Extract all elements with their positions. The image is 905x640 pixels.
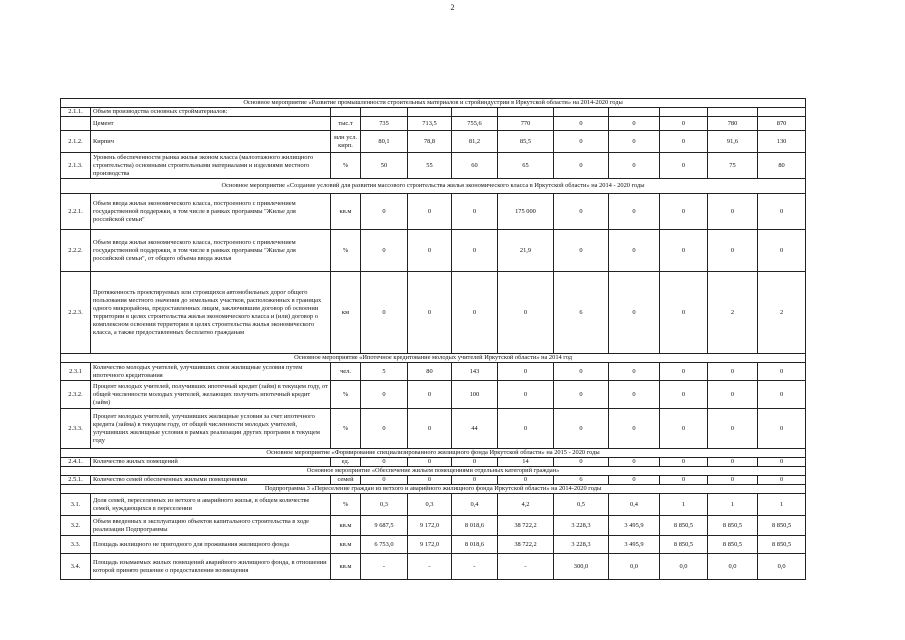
value-cell: -	[408, 554, 452, 580]
value-cell: 143	[452, 363, 498, 381]
table-row	[61, 494, 806, 516]
value-cell: 0	[758, 363, 806, 381]
row-number: 3.1.	[61, 494, 91, 516]
value-cell: 91,6	[708, 131, 758, 153]
value-cell: 44	[452, 409, 498, 449]
row-number: 2.5.1.	[61, 476, 91, 485]
value-cell: 0	[554, 409, 609, 449]
indicator-name: Объем ввода жилья экономического класса, построенного с привлечением государственной поддержки, в том числе в рамках программы "Жилье для российской семьи"	[91, 194, 331, 230]
value-cell: 3 495,9	[609, 536, 660, 554]
table-row	[61, 363, 806, 381]
value-cell: 0	[758, 230, 806, 272]
value-cell: 0	[708, 230, 758, 272]
unit-cell: семей	[331, 476, 361, 485]
table-row	[61, 131, 806, 153]
value-cell: 770	[498, 117, 554, 131]
value-cell: 0	[758, 476, 806, 485]
value-cell: 0	[609, 381, 660, 409]
indicator-name: Количество семей обеспеченных жилыми помещениями	[91, 476, 331, 485]
value-cell: 9 172,0	[408, 536, 452, 554]
value-cell: 0	[660, 476, 708, 485]
value-cell: 0,0	[708, 554, 758, 580]
section-title: Основное мероприятие «Ипотечное кредитование молодых учителей Иркутской области» на 2014 год	[61, 354, 806, 363]
value-cell: 0	[452, 194, 498, 230]
value-cell: 65	[498, 153, 554, 179]
value-cell: 0	[609, 153, 660, 179]
value-cell: 0	[708, 194, 758, 230]
value-cell: 0	[361, 381, 408, 409]
value-cell: 1	[758, 494, 806, 516]
value-cell: 3 228,3	[554, 536, 609, 554]
value-cell: 6	[554, 272, 609, 354]
value-cell: -	[361, 554, 408, 580]
value-cell: 9 687,5	[361, 516, 408, 536]
row-number: 2.3.1	[61, 363, 91, 381]
value-cell: 0	[708, 476, 758, 485]
value-cell: 0	[660, 131, 708, 153]
value-cell: 8 850,5	[708, 516, 758, 536]
value-cell	[452, 108, 498, 117]
row-number: 2.1.1.	[61, 108, 91, 117]
unit-cell: %	[331, 230, 361, 272]
indicator-name: Цемент	[91, 117, 331, 131]
table-row	[61, 516, 806, 536]
value-cell: 81,2	[452, 131, 498, 153]
value-cell	[660, 108, 708, 117]
value-cell: 85,5	[498, 131, 554, 153]
row-number: 3.3.	[61, 536, 91, 554]
indicator-name: Процент молодых учителей, улучшивших жилищные условия за счет ипотечного кредита (займа) в текущем году, от общей численности молодых учителей, улучшивших жилищные условия в рамках реализации других программ в текущем году	[91, 409, 331, 449]
row-number: 2.2.2.	[61, 230, 91, 272]
value-cell: 0	[609, 476, 660, 485]
value-cell: 0	[758, 458, 806, 467]
unit-cell: %	[331, 409, 361, 449]
value-cell: 0	[498, 363, 554, 381]
unit-cell: %	[331, 494, 361, 516]
row-number: 3.2.	[61, 516, 91, 536]
value-cell: 2	[758, 272, 806, 354]
row-number: 3.4.	[61, 554, 91, 580]
value-cell: 38 722,2	[498, 516, 554, 536]
row-number: 2.2.1.	[61, 194, 91, 230]
value-cell	[609, 108, 660, 117]
page-number: 2	[450, 3, 455, 12]
value-cell: 8 850,5	[758, 516, 806, 536]
table-row	[61, 381, 806, 409]
unit-cell: кв.м	[331, 194, 361, 230]
unit-cell: млн усл. кирп.	[331, 131, 361, 153]
section-title: Основное мероприятие «Обеспечение жильем помещениями отдельных категорий граждан»	[61, 467, 806, 476]
value-cell: 55	[408, 153, 452, 179]
value-cell: 1	[708, 494, 758, 516]
row-number: 2.3.3.	[61, 409, 91, 449]
indicator-name: Объем производства основных стройматериалов:	[91, 108, 331, 117]
table-row	[61, 458, 806, 467]
value-cell: 0	[758, 194, 806, 230]
value-cell: 0	[361, 194, 408, 230]
value-cell: -	[498, 554, 554, 580]
value-cell: 0	[408, 476, 452, 485]
value-cell: 0	[708, 458, 758, 467]
value-cell: 0	[361, 458, 408, 467]
value-cell: 0	[660, 194, 708, 230]
value-cell: 0	[452, 230, 498, 272]
value-cell: 78,8	[408, 131, 452, 153]
value-cell	[758, 108, 806, 117]
indicator-name: Доля семей, переселенных из ветхого и аварийного жилья, в общем количестве семей, нуждающихся в переселении	[91, 494, 331, 516]
indicator-name: Уровень обеспеченности рынка жилья эконом класса (малоэтажного жилищного строительства) основными строительными материалами и изделиями местного производства	[91, 153, 331, 179]
value-cell: 0,0	[758, 554, 806, 580]
value-cell: 5	[361, 363, 408, 381]
indicator-name: Процент молодых учителей, получивших ипотечный кредит (займ) в текущем году, от общей численности молодых учителей, желающих получить ипотечный кредит (займ)	[91, 381, 331, 409]
indicator-name: Протяженность проектируемых или строящихся автомобильных дорог общего пользования местного значения до земельных участков, расположенных в границах одного микрорайона, предоставленных лицам, заключившим договор об освоении территории в целях строительства жилья экономического класса и (или) договор о комплексном освоении территории в целях строительства жилья экономического класса, а также предоставленных бесплатно гражданам	[91, 272, 331, 354]
value-cell: 0	[609, 272, 660, 354]
indicator-name: Объем введенных в эксплуатацию объектов капитального строительства в ходе реализации Подпрограммы	[91, 516, 331, 536]
value-cell: 0	[609, 409, 660, 449]
value-cell: 0	[708, 381, 758, 409]
value-cell: 8 850,5	[660, 536, 708, 554]
value-cell: 8 850,5	[660, 516, 708, 536]
value-cell	[554, 108, 609, 117]
value-cell: 0	[609, 458, 660, 467]
section-header-row	[61, 467, 806, 476]
value-cell: 755,6	[452, 117, 498, 131]
indicator-name: Площадь жилищного не пригодного для проживания жилищного фонда	[91, 536, 331, 554]
value-cell: 0	[408, 194, 452, 230]
value-cell: 0,0	[609, 554, 660, 580]
value-cell: 0	[498, 409, 554, 449]
value-cell: 0	[660, 363, 708, 381]
value-cell: 0	[758, 409, 806, 449]
value-cell: 0	[452, 476, 498, 485]
table-row	[61, 536, 806, 554]
value-cell: 50	[361, 153, 408, 179]
indicator-name: Площадь изымаемых жилых помещений аварийного жилищного фонда, в отношении которой принято решение о предоставлении возмещения	[91, 554, 331, 580]
value-cell: 0	[452, 458, 498, 467]
indicator-name: Количество жилых помещений	[91, 458, 331, 467]
value-cell: 0	[554, 131, 609, 153]
row-number: 2.1.3.	[61, 153, 91, 179]
value-cell: 3 228,3	[554, 516, 609, 536]
value-cell: 0	[660, 272, 708, 354]
section-header-row	[61, 179, 806, 194]
value-cell: 0	[660, 117, 708, 131]
table-row	[61, 194, 806, 230]
value-cell: 38 722,2	[498, 536, 554, 554]
value-cell: 0	[408, 409, 452, 449]
section-header-row	[61, 354, 806, 363]
value-cell: 0,4	[452, 494, 498, 516]
section-header-row	[61, 99, 806, 108]
section-header-row	[61, 485, 806, 494]
value-cell: 300,0	[554, 554, 609, 580]
value-cell: 0	[361, 476, 408, 485]
value-cell: 0	[554, 458, 609, 467]
table-row	[61, 153, 806, 179]
unit-cell: чел.	[331, 363, 361, 381]
value-cell: 0	[408, 230, 452, 272]
value-cell: 1	[660, 494, 708, 516]
row-number: 2.4.1.	[61, 458, 91, 467]
value-cell: 0,3	[408, 494, 452, 516]
value-cell: 80,1	[361, 131, 408, 153]
table-row	[61, 108, 806, 117]
value-cell: 0	[609, 363, 660, 381]
unit-cell: ед.	[331, 458, 361, 467]
unit-cell: %	[331, 153, 361, 179]
value-cell: 0	[660, 458, 708, 467]
value-cell: 8 850,5	[758, 536, 806, 554]
value-cell: 14	[498, 458, 554, 467]
value-cell: 0	[609, 131, 660, 153]
indicator-name: Объем ввода жилья экономического класса, построенного с привлечением государственной поддержки, в том числе в рамках программы "Жилье для российской семьи", от общего объема ввода жилья	[91, 230, 331, 272]
value-cell: 0	[554, 153, 609, 179]
table-row	[61, 272, 806, 354]
value-cell: 8 018,6	[452, 536, 498, 554]
value-cell: 0	[554, 230, 609, 272]
value-cell: 0	[361, 272, 408, 354]
indicators-table	[60, 98, 806, 580]
value-cell: 0	[361, 230, 408, 272]
unit-cell: %	[331, 381, 361, 409]
value-cell: 8 018,6	[452, 516, 498, 536]
value-cell: 0,3	[361, 494, 408, 516]
row-number: 2.2.3.	[61, 272, 91, 354]
value-cell: 21,9	[498, 230, 554, 272]
value-cell: 0	[452, 272, 498, 354]
value-cell: 80	[758, 153, 806, 179]
value-cell: 780	[708, 117, 758, 131]
table-row	[61, 476, 806, 485]
value-cell: 0	[609, 194, 660, 230]
value-cell: 100	[452, 381, 498, 409]
value-cell: 0	[361, 409, 408, 449]
value-cell: 0,5	[554, 494, 609, 516]
value-cell: 3 495,9	[609, 516, 660, 536]
value-cell: 0	[660, 153, 708, 179]
value-cell: 80	[408, 363, 452, 381]
value-cell: 0	[708, 363, 758, 381]
value-cell: 75	[708, 153, 758, 179]
table-row	[61, 409, 806, 449]
value-cell: 0	[554, 117, 609, 131]
value-cell: 0	[609, 230, 660, 272]
value-cell: 0	[708, 409, 758, 449]
section-title: Основное мероприятие «Создание условий для развития массового строительства жилья экономического класса в Иркутской области» на 2014 - 2020 годы	[61, 179, 806, 194]
value-cell: 0	[498, 381, 554, 409]
table-row	[61, 230, 806, 272]
value-cell: 0	[660, 381, 708, 409]
value-cell	[498, 108, 554, 117]
value-cell: 4,2	[498, 494, 554, 516]
value-cell: 0	[554, 381, 609, 409]
value-cell: 0	[660, 230, 708, 272]
value-cell: 130	[758, 131, 806, 153]
value-cell: 0	[554, 363, 609, 381]
value-cell: 8 850,5	[708, 536, 758, 554]
unit-cell: тыс.т	[331, 117, 361, 131]
value-cell: 0	[498, 476, 554, 485]
table-row	[61, 117, 806, 131]
unit-cell: кв.м	[331, 554, 361, 580]
indicator-name: Кирпич	[91, 131, 331, 153]
value-cell: 9 172,0	[408, 516, 452, 536]
value-cell: 0	[554, 194, 609, 230]
value-cell	[408, 108, 452, 117]
indicator-name: Количество молодых учителей, улучшивших свои жилищные условия путем ипотечного кредитования	[91, 363, 331, 381]
value-cell: 175 000	[498, 194, 554, 230]
value-cell: 0	[408, 381, 452, 409]
value-cell: 0	[660, 409, 708, 449]
value-cell: 0	[408, 272, 452, 354]
value-cell: 0	[498, 272, 554, 354]
value-cell: 0	[758, 381, 806, 409]
unit-cell: км	[331, 272, 361, 354]
value-cell	[361, 108, 408, 117]
section-title: Основное мероприятие «Формирование специализированного жилищного фонда Иркутской области» на 2015 - 2020 годы	[61, 449, 806, 458]
value-cell: 870	[758, 117, 806, 131]
section-title: Основное мероприятие «Развитие промышленности строительных материалов и стройиндустрии в Иркутской области» на 2014-2020 годы	[61, 99, 806, 108]
table-row	[61, 554, 806, 580]
value-cell: 713,5	[408, 117, 452, 131]
row-number: 2.3.2.	[61, 381, 91, 409]
value-cell: 0	[408, 458, 452, 467]
unit-cell	[331, 108, 361, 117]
value-cell: 6	[554, 476, 609, 485]
value-cell: 0,0	[660, 554, 708, 580]
value-cell: 0,4	[609, 494, 660, 516]
unit-cell: кв.м	[331, 516, 361, 536]
row-number	[61, 117, 91, 131]
value-cell: 60	[452, 153, 498, 179]
section-header-row	[61, 449, 806, 458]
value-cell: 735	[361, 117, 408, 131]
row-number: 2.1.2.	[61, 131, 91, 153]
value-cell: 2	[708, 272, 758, 354]
value-cell: 6 753,0	[361, 536, 408, 554]
unit-cell: кв.м	[331, 536, 361, 554]
value-cell	[708, 108, 758, 117]
section-title: Подпрограмма 3 «Переселение граждан из ветхого и аварийного жилищного фонда Иркутской области» на 2014-2020 годы	[61, 485, 806, 494]
value-cell: -	[452, 554, 498, 580]
value-cell: 0	[609, 117, 660, 131]
